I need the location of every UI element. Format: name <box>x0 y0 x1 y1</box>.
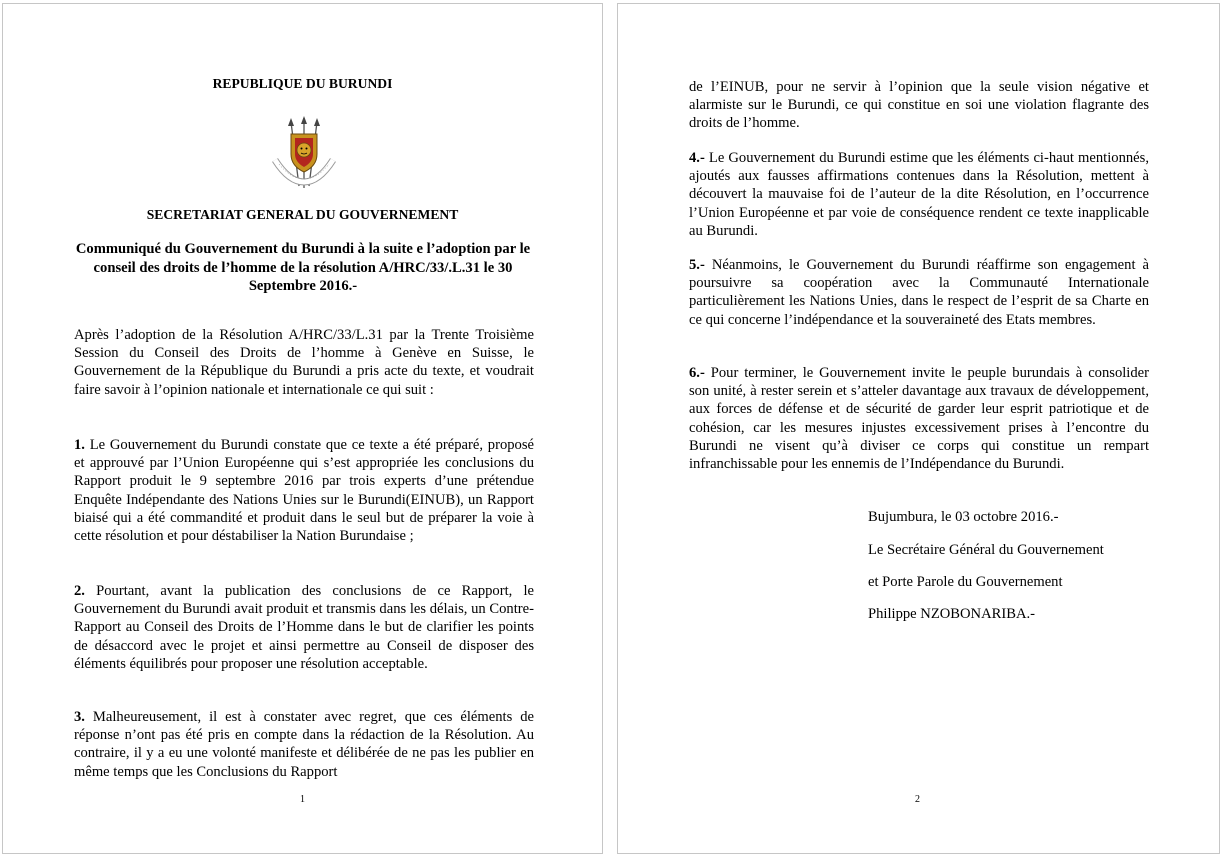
paragraph-4 <box>689 149 1149 240</box>
burundi-coat-of-arms-icon <box>269 116 339 190</box>
secretariat-heading: SECRETARIAT GENERAL DU GOUVERNEMENT <box>146 207 459 222</box>
paragraph-5-text: Néanmoins, le Gouvernement du Burundi réaffirme son engagement à poursuivre sa coopération avec la Communauté Internationale particulièrement les Nations Unies, dans le respect de l’esprit de sa Charte en ce qui concerne l’indépendance et la souveraineté des Etats membres. <box>689 257 1149 328</box>
paragraph-1 <box>74 436 534 545</box>
paragraph-6 <box>689 364 1149 473</box>
page-number: 2 <box>915 794 920 805</box>
paragraph-1-text: Le Gouvernement du Burundi constate que ce texte a été préparé, proposé et approuvé par l’Union Européenne qui s’est appropriée les conclusions du Rapport produit le 9 septembre 2016 par trois experts d’une prétendue Enquête Indépendante des Nations Unies sur le Burundi(EINUB), un Rapport biaisé qui a été commandité et produit dans le seul but de préparer la voie à cette résolution et pour déstabiliser la Nation Burundaise ; <box>74 437 534 545</box>
paragraph-3 <box>74 708 534 781</box>
paragraph-3-text: Malheureusement, il est à constater avec regret, que ces éléments de réponse n’ont pas été pris en compte dans la rédaction de la Résolution. Au contraire, il y a eu une volonté manifeste et délibérée de ne pas les publier en même temps que les Conclusions du Rapport <box>74 709 534 780</box>
communique-title: Communiqué du Gouvernement du Burundi à la suite e l’adoption par le conseil des droits de l’homme de la résolution A/HRC/33/.L.31 le 30 Septembre 2016.- <box>75 241 531 294</box>
paragraph-3-number: 3. <box>74 709 85 725</box>
paragraph-1-number: 1. <box>74 437 85 453</box>
paragraph-6-text: Pour terminer, le Gouvernement invite le peuple burundais à consolider son unité, à rester serein et s’atteler davantage aux travaux de développement, aux forces de défense et de sécurité de garder leur esprit patriotique et de cohésion, car les mesures injustes excessivement prises à l’encontre du Burundi ne visent qu’à diviser ce corps qui constitue un rempart infranchissable pour les ennemis de l’Indépendance du Burundi. <box>689 365 1149 473</box>
document-page-2 <box>617 3 1220 854</box>
signatory-name: Philippe NZOBONARIBA.- <box>868 606 1036 622</box>
paragraph-2 <box>74 582 534 673</box>
intro-paragraph: Après l’adoption de la Résolution A/HRC/33/L.31 par la Trente Troisième Session du Conseil des Droits de l’homme à Genève en Suisse, le Gouvernement de la République du Burundi a pris acte du texte, et voudrait faire savoir à l’opinion nationale et internationale ce qui suit : <box>74 327 534 398</box>
paragraph-4-text: Le Gouvernement du Burundi estime que les éléments ci-haut mentionnés, ajoutés aux fausses affirmations contenues dans la Résolution, mettent à découvert la mauvaise foi de l’auteur de la dite Résolution, en l’occurrence l’Union Européenne et par voie de conséquence rendent ce texte inapplicable au Burundi. <box>689 150 1149 239</box>
signatory-title-line-1: Le Secrétaire Général du Gouvernement <box>868 542 1104 558</box>
page-number: 1 <box>300 794 305 805</box>
paragraph-2-number: 2. <box>74 583 85 599</box>
paragraph-5-number: 5.- <box>689 257 705 273</box>
place-and-date: Bujumbura, le 03 octobre 2016.- <box>868 509 1059 525</box>
paragraph-4-number: 4.- <box>689 150 705 166</box>
republic-header: REPUBLIQUE DU BURUNDI <box>212 76 393 91</box>
paragraph-5 <box>689 256 1149 329</box>
paragraph-3-continued: de l’EINUB, pour ne servir à l’opinion que la seule vision négative et alarmiste sur le Burundi, ce qui constitue en soi une violation flagrante des droits de l’homme. <box>689 79 1149 132</box>
paragraph-2-text: Pourtant, avant la publication des conclusions de ce Rapport, le Gouvernement du Burundi avait produit et transmis dans les délais, un Contre-Rapport au Conseil des Droits de l’Homme dans le but de clarifier les points de désaccord avec le projet et ainsi permettre au Conseil de disposer des éléments équilibrés pour proposer une résolution acceptable. <box>74 583 534 672</box>
paragraph-6-number: 6.- <box>689 365 705 381</box>
signatory-title-line-2: et Porte Parole du Gouvernement <box>868 574 1063 590</box>
document-page-1 <box>2 3 603 854</box>
